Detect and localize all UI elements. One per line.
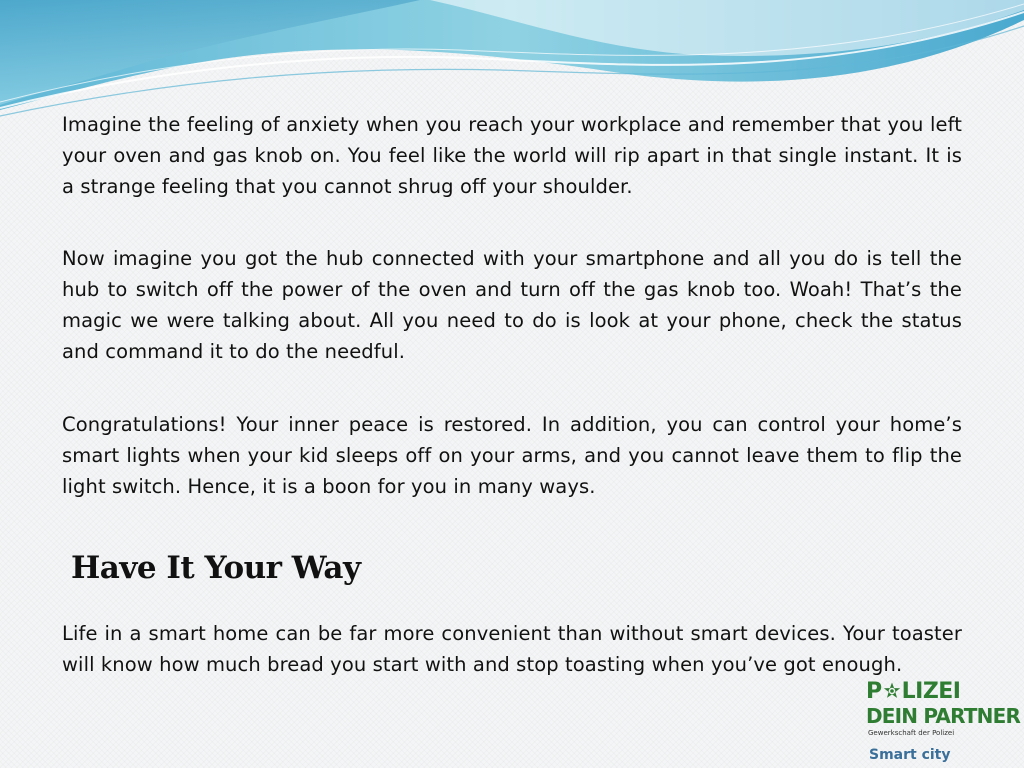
paragraph-inner-peace: Congratulations! Your inner peace is restored. In addition, you can control your home’s smart lights when your kid sleeps off on your arms, and you cannot leave them to flip the light switch. Hence, it is a boon for you in many ways. <box>62 413 962 498</box>
logo-subtitle: Gewerkschaft der Polizei <box>868 729 955 737</box>
section-heading: Have It Your Way <box>71 550 361 586</box>
header-wave-decoration <box>0 0 1024 120</box>
police-star-icon <box>883 682 901 700</box>
paragraph-convenience: Life in a smart home can be far more convenient than without smart devices. Your toaster will know how much bread you start with and stop toasting when you’ve got enough. <box>62 622 962 676</box>
logo-letter-p: P <box>866 679 882 704</box>
logo-dein-partner-text: DEIN PARTNER <box>866 704 1021 728</box>
smart-city-label: Smart city <box>869 747 951 763</box>
paragraph-anxiety: Imagine the feeling of anxiety when you reach your workplace and remember that you left your oven and gas knob on. You feel like the world will rip apart in that single instant. It is a strange feeling that you cannot shrug off your shoulder. <box>62 113 962 198</box>
paragraph-hub-control: Now imagine you got the hub connected with your smartphone and all you do is tell the hub to switch off the power of the oven and turn off the gas knob too. Woah! That’s the magic we were talking about. All you need to do is look at your phone, check the status and command it to do the needful. <box>62 247 962 363</box>
logo-polizei-text <box>866 680 961 704</box>
logo-letters-lizei: LIZEI <box>901 679 961 704</box>
